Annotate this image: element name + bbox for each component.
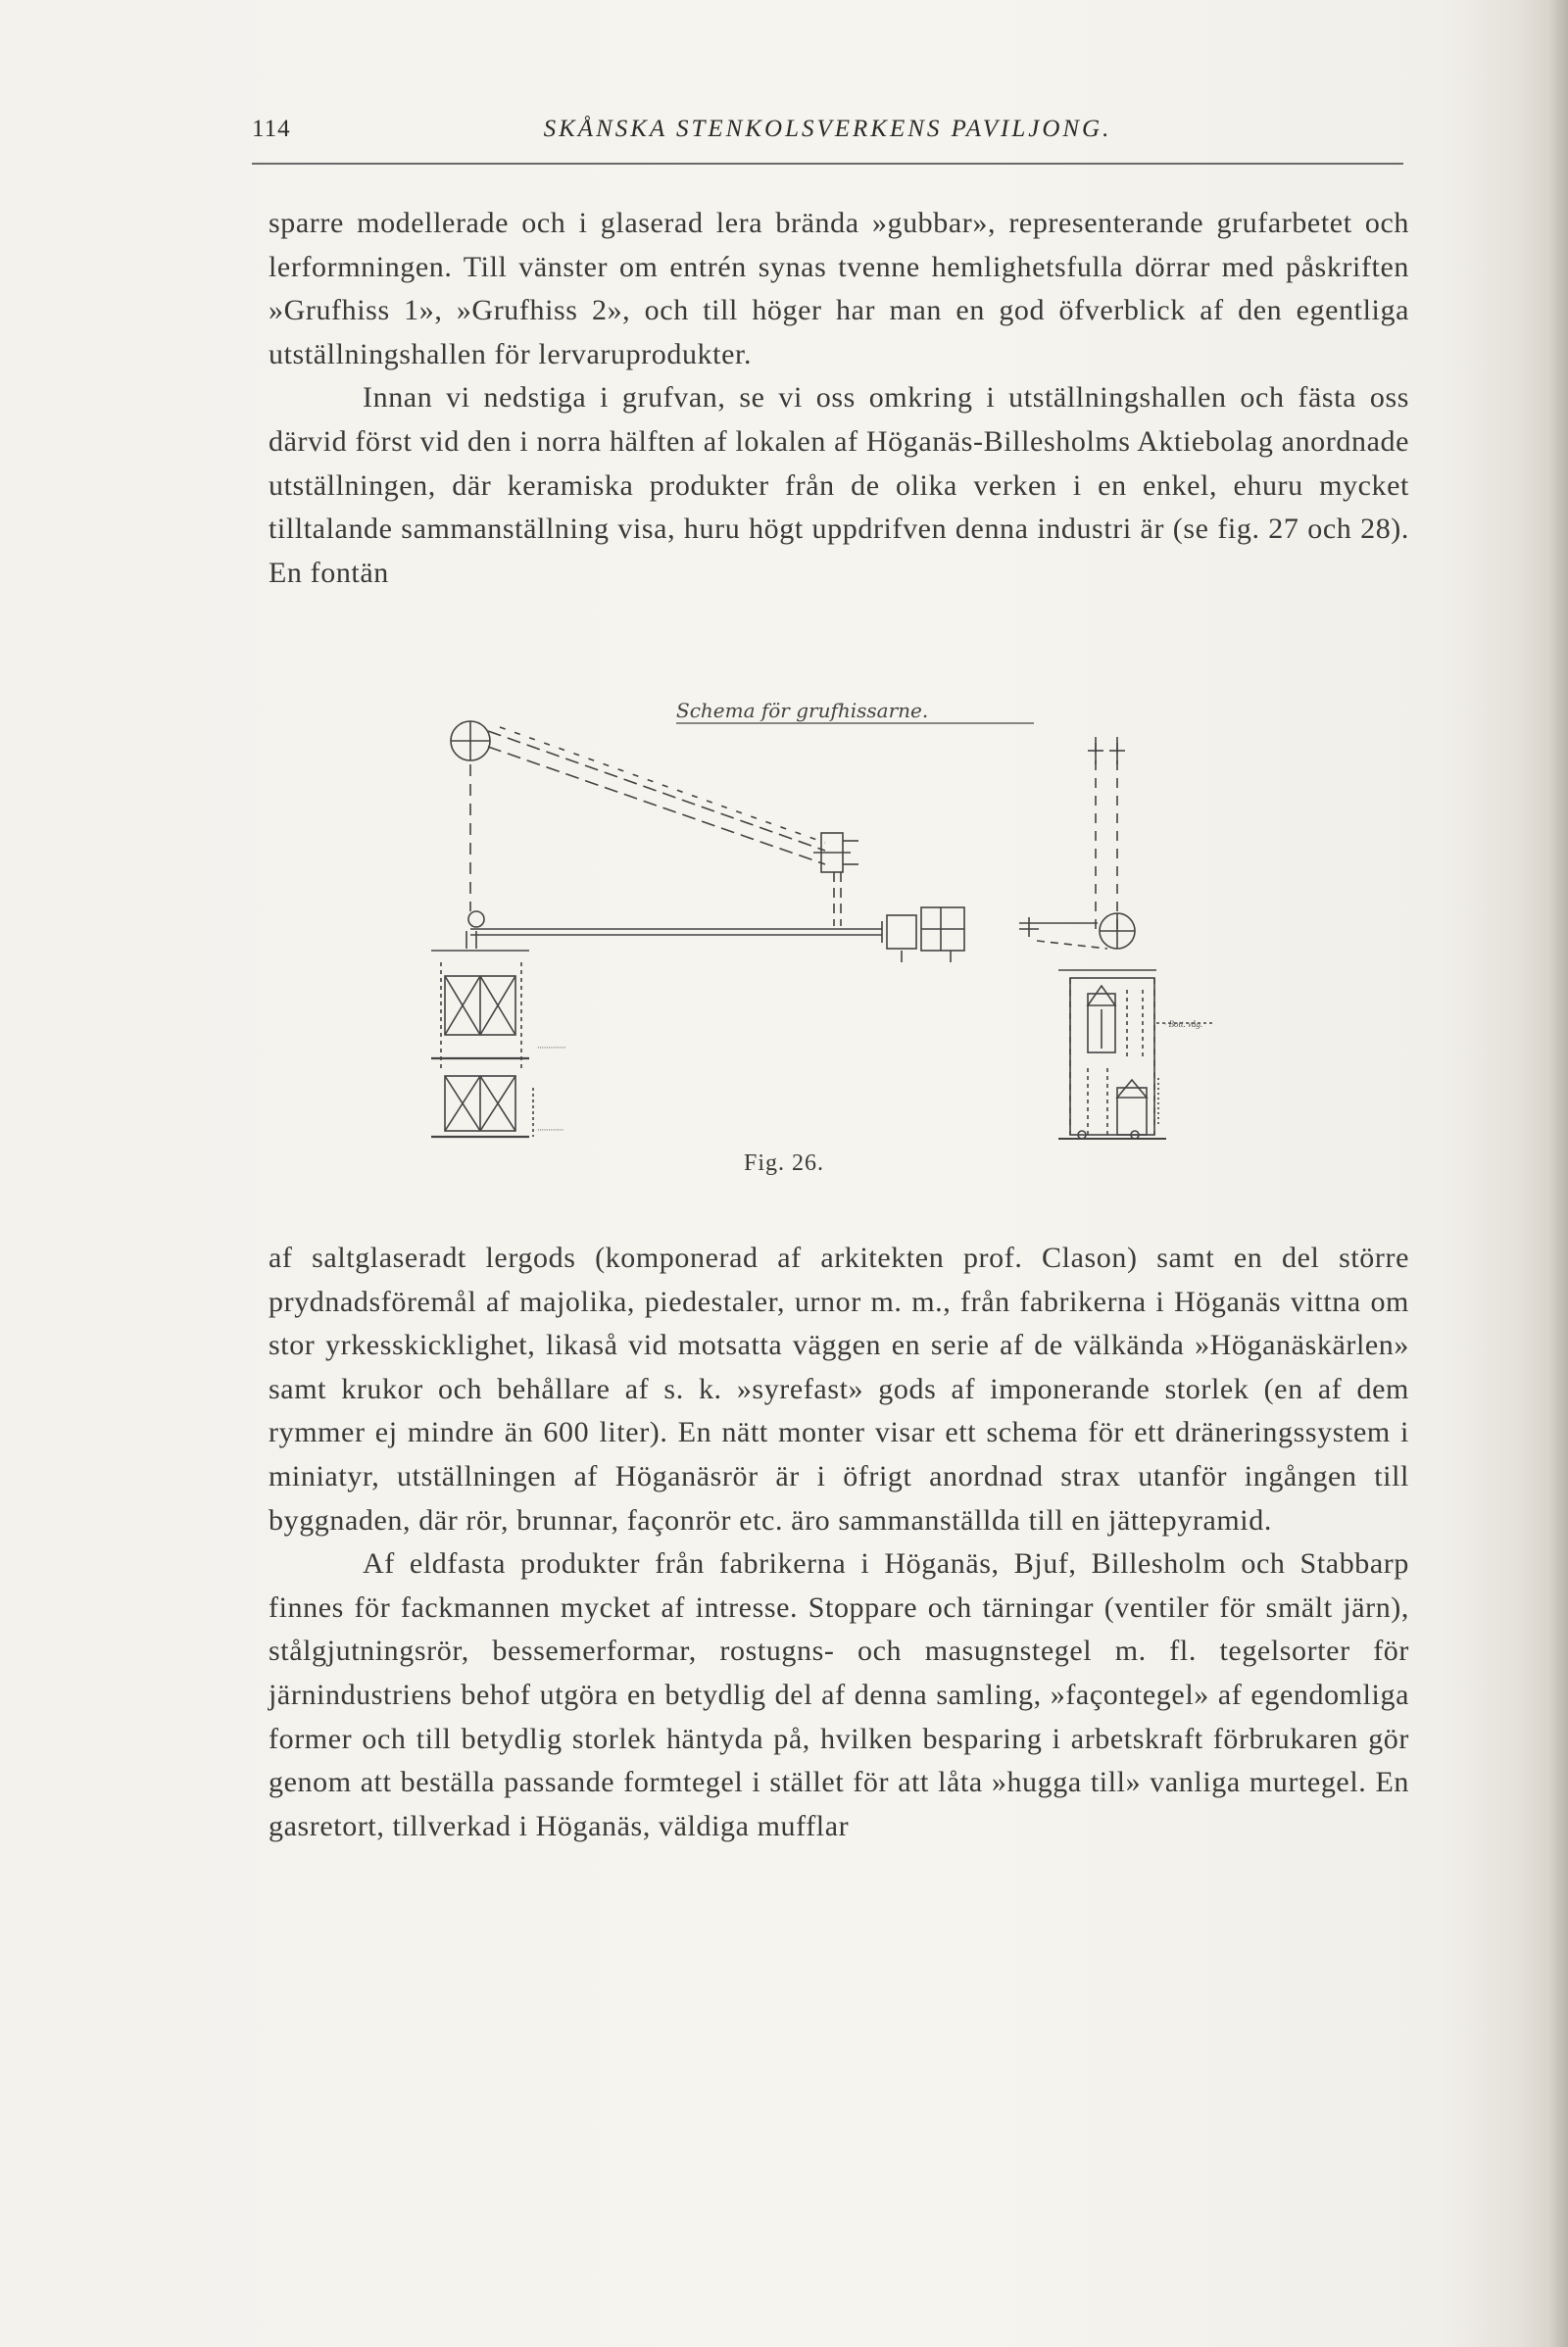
text-block-top — [269, 202, 1409, 595]
paragraph: Innan vi nedstiga i grufvan, se vi oss omkring i utställningshallen och fästa oss därvid först vid den i norra hälften af lokalen af Höganäs-Billesholms Aktiebolag anordnade utställningen, där keramiska produkter från de olika verken i en enkel, ehuru mycket tilltalande sammanställning visa, huru högt uppdrifven denna industri är (se fig. 27 och 28). En fontän — [269, 381, 1409, 589]
paragraph: Af eldfasta produkter från fabrikerna i Höganäs, Bjuf, Billesholm och Stabbarp finnes för fackmannen mycket af intresse. Stoppare och tärningar (ventiler för smält järn), stålgjutningsrör, bessemerformar, rostugns- och masugnstegel m. fl. tegelsorter för järnindustriens behof utgöra en betydlig del af denna samling, »façontegel» af egendomliga former och till betydlig storlek häntyda på, hvilken besparing i arbetskraft förbrukaren gör genom att beställa passande formtegel i stället för att låta »hugga till» vanliga murtegel. En gasretort, tillverkad i Höganäs, väldiga mufflar — [269, 1547, 1409, 1842]
figure-caption: Fig. 26. — [743, 1150, 824, 1176]
paragraph: af saltglaseradt lergods (komponerad af arkitekten prof. Clason) samt en del större prydnadsföremål af majolika, piedestaler, urnor m. m., från fabrikerna i Höganäs vittna om stor yrkesskicklighet, likaså vid motsatta väggen en serie af de välkända »Höganäskärlen» samt krukor och behållare af s. k. »syrefast» gods af imponerande storlek (en af dem rymmer ej mindre än 600 liter). En nätt monter visar ett schema för ett dräneringssystem i miniatyr, utställningen af Höganäsrör är i öfrigt anordnad strax utanför ingången till byggnaden, där rör, brunnar, façonrör etc. äro sammanställda till en jättepyramid. — [269, 1242, 1409, 1537]
running-title: SKÅNSKA STENKOLSVERKENS PAVILJONG. — [543, 116, 1112, 142]
svg-text:·············: ············· — [537, 1043, 566, 1052]
hoist-schematic-drawing — [431, 686, 1294, 1156]
page-number: 114 — [252, 116, 291, 142]
svg-text:· Bott. våg.: · Bott. våg. — [1164, 1019, 1203, 1029]
text-block-bottom — [269, 1237, 1409, 1848]
handwritten-title: Schema för grufhissarne. — [676, 699, 929, 722]
page-header — [252, 116, 1403, 159]
figure-hoist-schematic — [431, 686, 1294, 1156]
header-rule — [252, 163, 1403, 165]
paragraph: sparre modellerade och i glaserad lera brända »gubbar», representerande grufarbetet och lerformningen. Till vänster om entrén synas tvenne hemlighetsfulla dörrar med påskriften »Grufhiss 1», »Grufhiss 2», och till höger har man en god öfverblick af den egentliga utställningshallen för lervaruprodukter. — [269, 207, 1409, 370]
svg-text:············: ············ — [537, 1125, 564, 1135]
